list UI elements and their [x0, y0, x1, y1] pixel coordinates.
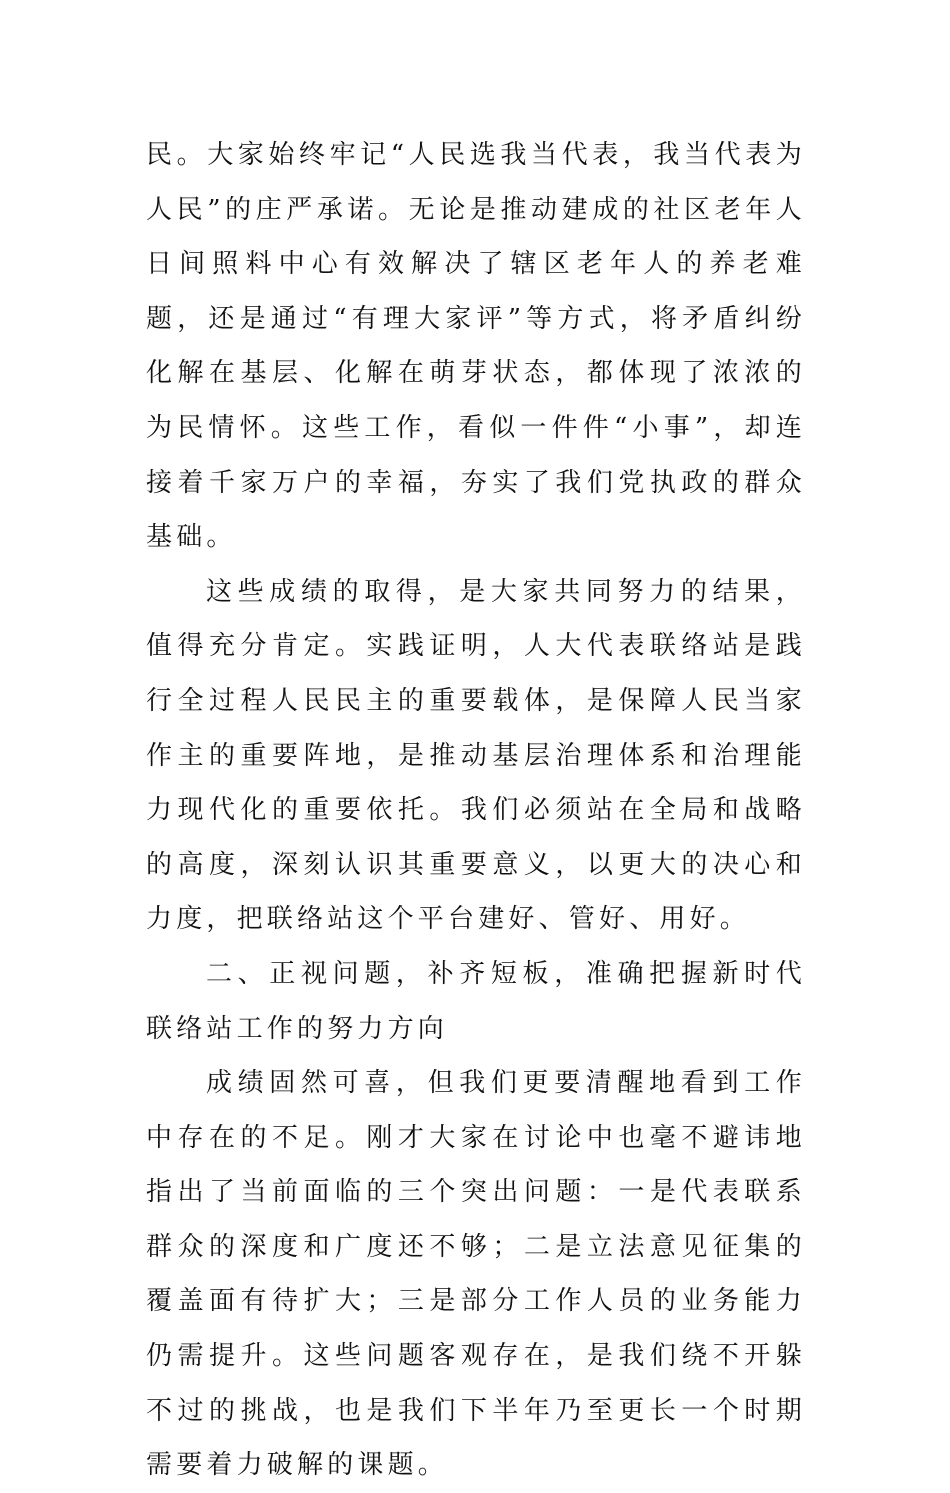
paragraph-achievements: 这些成绩的取得，是大家共同努力的结果，值得充分肯定。实践证明，人大代表联络站是践行全过程人民民主的重要载体，是保障人民当家作主的重要阵地，是推动基层治理体系和治理能力现代化的重要依托。我们必须站在全局和战略的高度，深刻认识其重要意义，以更大的决心和力度，把联络站这个平台建好、管好、用好。 — [146, 576, 806, 935]
paragraph-problems: 成绩固然可喜，但我们更要清醒地看到工作中存在的不足。刚才大家在讨论中也毫不避讳地指出了当前面临的三个突出问题：一是代表联系群众的深度和广度还不够；二是立法意见征集的覆盖面有待扩大；三是部分工作人员的业务能力仍需提升。这些问题客观存在，是我们绕不开躲不过的挑战，也是我们下半年乃至更长一个时期需要着力破解的课题。 — [146, 1068, 806, 1481]
section-heading: 二、正视问题，补齐短板，准确把握新时代联络站工作的努力方向 — [146, 958, 806, 1044]
document-body — [146, 128, 806, 1493]
paragraph-continuation: 民。大家始终牢记“人民选我当代表，我当代表为人民”的庄严承诺。无论是推动建成的社区老年人日间照料中心有效解决了辖区老年人的养老难题，还是通过“有理大家评”等方式，将矛盾纠纷化解在基层、化解在萌芽状态，都体现了浓浓的为民情怀。这些工作，看似一件件“小事”，却连接着千家万户的幸福，夯实了我们党执政的群众基础。 — [146, 140, 806, 553]
